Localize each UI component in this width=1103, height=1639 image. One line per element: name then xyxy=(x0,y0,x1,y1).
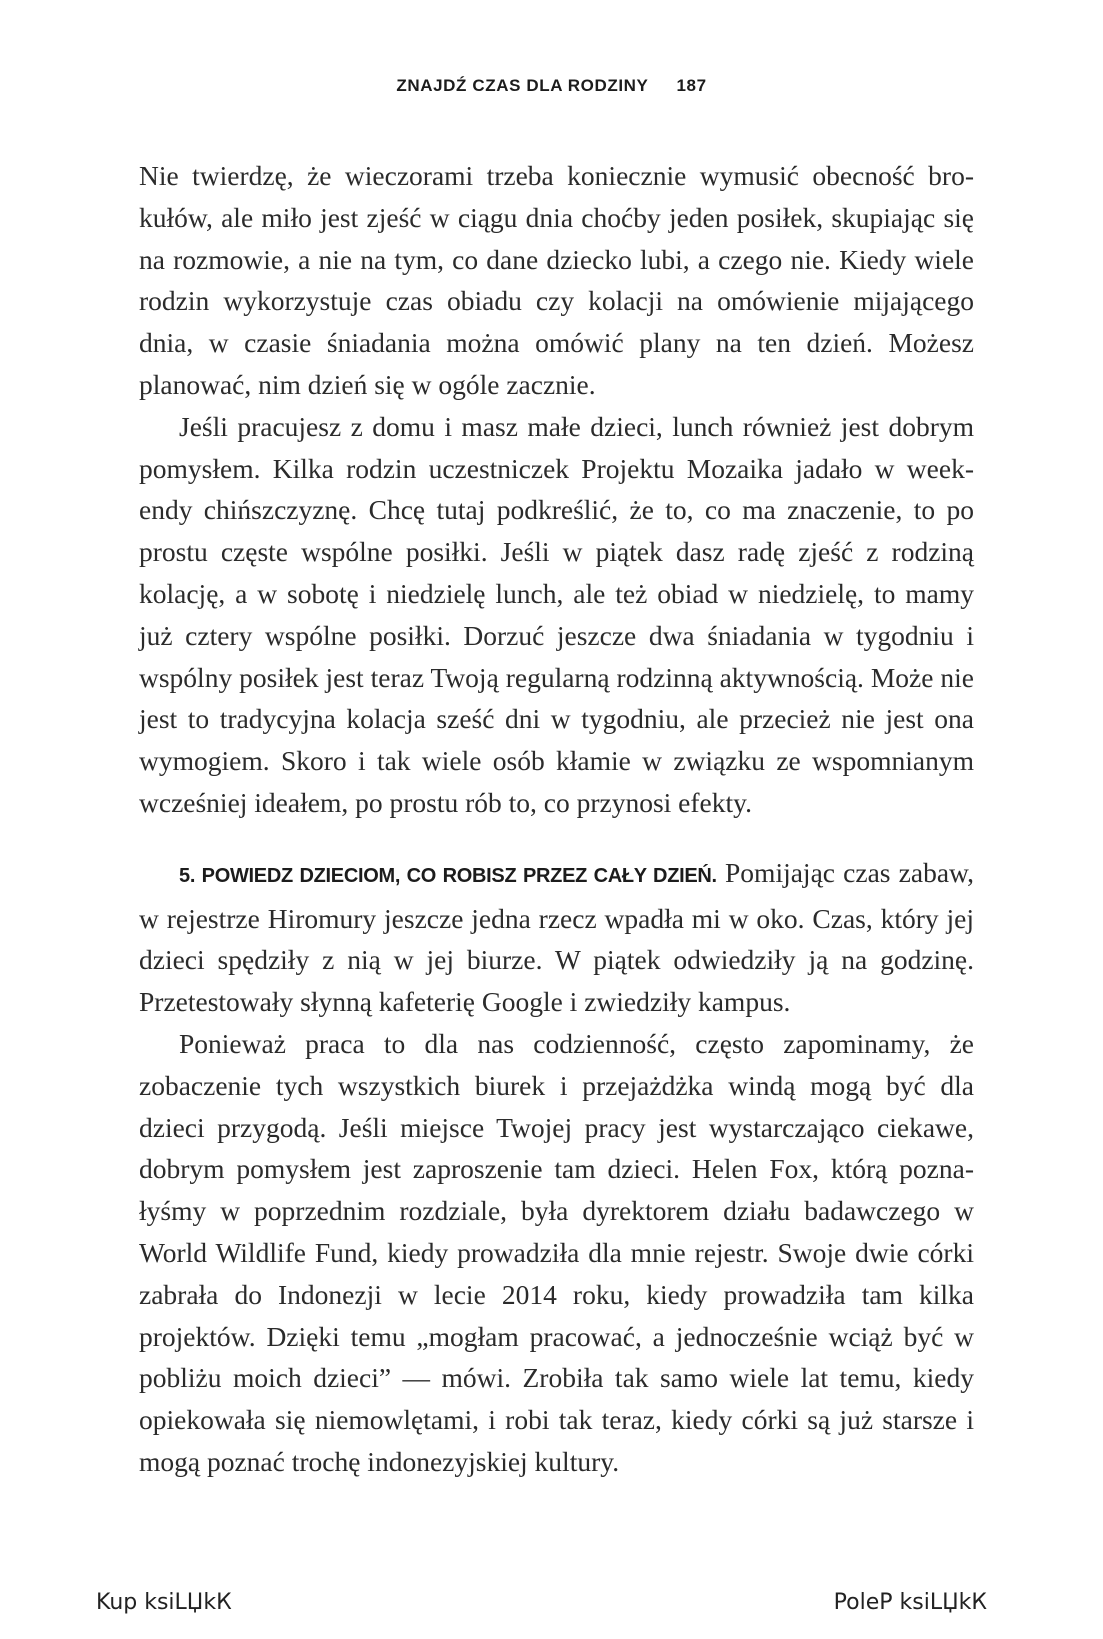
paragraph-4: Ponieważ praca to dla nas codzienność, często zapominamy, że zobaczenie tych wszystkich biurek i przejażdżka windą mogą być dla dzieci przygodą. Jeśli miejsce Twojej pracy jest wystarczająco ciekawe, dobrym pomysłem jest zaproszenie tam dzieci. Helen Fox, którą poznałyśmy w poprzednim rozdziale, była dyrektorem działu badawczego w World Wildlife Fund, kiedy prowadziła dla mnie rejestr. Swoje dwie córki zabrała do Indonezji w lecie 2014 roku, kiedy prowadziła tam kilka projektów. Dzięki temu „mogłam pracować, a jednocześnie wciąż być w pobliżu moich dzieci” — mówi. Zrobiła tak samo wiele lat temu, kiedy opiekowała się niemowlętami, i robi tak teraz, kiedy córki są już starsze i mogą poznać trochę indonezyjskiej kultury. xyxy=(139,1027,974,1477)
body-text xyxy=(139,155,974,1483)
chapter-title: ZNAJDŹ CZAS DLA RODZINY xyxy=(396,76,649,95)
buy-book-link[interactable]: Kup ksiLЏkК xyxy=(96,1590,232,1615)
section-heading: 5. POWIEDZ DZIECIOM, CO ROBISZ PRZEZ CAŁY DZIEŃ. xyxy=(179,864,717,887)
paragraph-3-text: Pomijając czas zabaw, w rejestrze Hiromury jeszcze jedna rzecz wpadła mi w oko. Czas, który jej dzieci spędziły z nią w jej biurze. W piątek odwiedziły ją na godzinę. Przetestowały słynną kafeterię Google i zwiedziły kampus. xyxy=(139,856,974,1018)
recommend-book-link[interactable]: PoleР ksiLЏkК xyxy=(833,1590,987,1615)
paragraph-2: Jeśli pracujesz z domu i masz małe dzieci, lunch również jest dobrym pomysłem. Kilka rodzin uczestniczek Projektu Mozaika jadało w weekendy chińszczyznę. Chcę tutaj podkreślić, że to, co ma znaczenie, to po prostu częste wspólne posiłki. Jeśli w piątek dasz radę zjeść z rodziną kolację, a w sobotę i niedzielę lunch, ale też obiad w niedzielę, to mamy już cztery wspólne posiłki. Dorzuć jeszcze dwa śniadania w tygodniu i wspólny posiłek jest teraz Twoją regularną rodzinną aktywnością. Może nie jest to tradycyjna kolacja sześć dni w tygodniu, ale przecież nie jest ona wymogiem. Skoro i tak wiele osób kłamie w związku ze wspomnianym wcześniej ideałem, po prostu rób to, co przynosi efekty. xyxy=(139,410,974,818)
paragraph-3 xyxy=(139,852,974,1023)
running-header xyxy=(0,76,1103,96)
page-number: 187 xyxy=(676,76,707,95)
paragraph-1: Nie twierdzę, że wieczorami trzeba koniecznie wymusić obecność brokułów, ale miło jest zjeść w ciągu dnia choćby jeden posiłek, skupiając się na rozmowie, a nie na tym, co dane dziecko lubi, a czego nie. Kiedy wiele rodzin wykorzystuje czas obiadu czy kolacji na omówienie mijającego dnia, w czasie śniadania można omówić plany na ten dzień. Możesz planować, nim dzień się w ogóle zacznie. xyxy=(139,160,974,400)
